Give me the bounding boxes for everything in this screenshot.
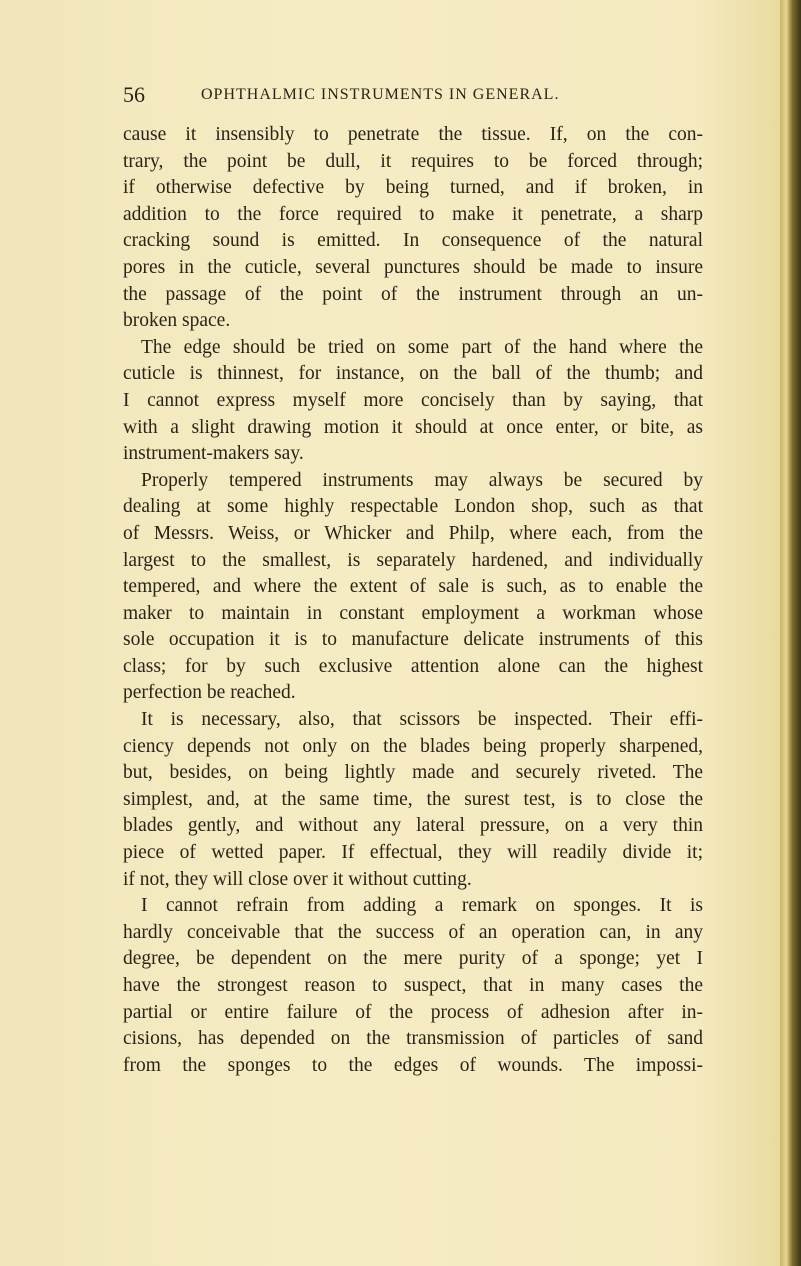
running-header: [123, 82, 703, 108]
text-line: cracking sound is emitted. In consequence of the natural: [123, 230, 703, 252]
text-line: largest to the smallest, is separately hardened, and individually: [123, 549, 703, 571]
text-line: dealing at some highly respectable London shop, such as that: [123, 496, 703, 518]
text-line: from the sponges to the edges of wounds. The impossi-: [123, 1054, 703, 1076]
text-line: pores in the cuticle, several punctures should be made to insure: [123, 256, 703, 278]
text-line: simplest, and, at the same time, the surest test, is to close the: [123, 788, 703, 810]
text-line: instrument-makers say.: [123, 443, 304, 465]
text-line: broken space.: [123, 310, 231, 332]
text-line: cause it insensibly to penetrate the tissue. If, on the con-: [123, 124, 703, 145]
text-line: tempered, and where the extent of sale is such, as to enable the: [123, 576, 703, 598]
text-line: Properly tempered instruments may always be secured by: [141, 469, 703, 491]
text-line: cisions, has depended on the transmission of particles of sand: [123, 1028, 703, 1050]
text-line: have the strongest reason to suspect, that in many cases the: [123, 975, 703, 996]
running-title: OPHTHALMIC INSTRUMENTS IN GENERAL.: [201, 86, 560, 103]
page-number: 56: [123, 82, 145, 107]
text-line: blades gently, and without any lateral pressure, on a very thin: [123, 815, 703, 837]
text-line: with a slight drawing motion it should at once enter, or bite, as: [123, 416, 703, 438]
text-line: if not, they will close over it without cutting.: [123, 868, 472, 890]
text-line: partial or entire failure of the process of adhesion after in-: [123, 1001, 703, 1023]
text-line: perfection be reached.: [123, 682, 296, 704]
text-line: I cannot refrain from adding a remark on sponges. It is: [141, 895, 703, 917]
text-line: addition to the force required to make it penetrate, a sharp: [123, 203, 703, 225]
text-line: The edge should be tried on some part of the hand where the: [141, 336, 703, 358]
text-line: I cannot express myself more concisely than by saying, that: [123, 389, 703, 411]
text-line: degree, be dependent on the mere purity of a sponge; yet I: [123, 948, 703, 970]
text-line: hardly conceivable that the success of an operation can, in any: [123, 921, 703, 943]
text-line: It is necessary, also, that scissors be inspected. Their effi-: [141, 709, 703, 731]
text-line: class; for by such exclusive attention alone can the highest: [123, 655, 703, 677]
text-line: cuticle is thinnest, for instance, on the ball of the thumb; and: [123, 363, 703, 385]
text-line: if otherwise defective by being turned, and if broken, in: [123, 177, 703, 199]
body-text: [123, 122, 703, 1079]
text-line: of Messrs. Weiss, or Whicker and Philp, where each, from the: [123, 522, 703, 544]
text-line: but, besides, on being lightly made and securely riveted. The: [123, 762, 703, 784]
text-line: maker to maintain in constant employment a workman whose: [123, 602, 703, 624]
text-line: the passage of the point of the instrument through an un-: [123, 283, 703, 305]
text-line: piece of wetted paper. If effectual, they will readily divide it;: [123, 842, 703, 864]
text-line: sole occupation it is to manufacture delicate instruments of this: [123, 629, 703, 651]
text-line: trary, the point be dull, it requires to be forced through;: [123, 150, 703, 172]
page-edge-shadow: [780, 0, 801, 1266]
text-line: ciency depends not only on the blades being properly sharpened,: [123, 735, 703, 757]
